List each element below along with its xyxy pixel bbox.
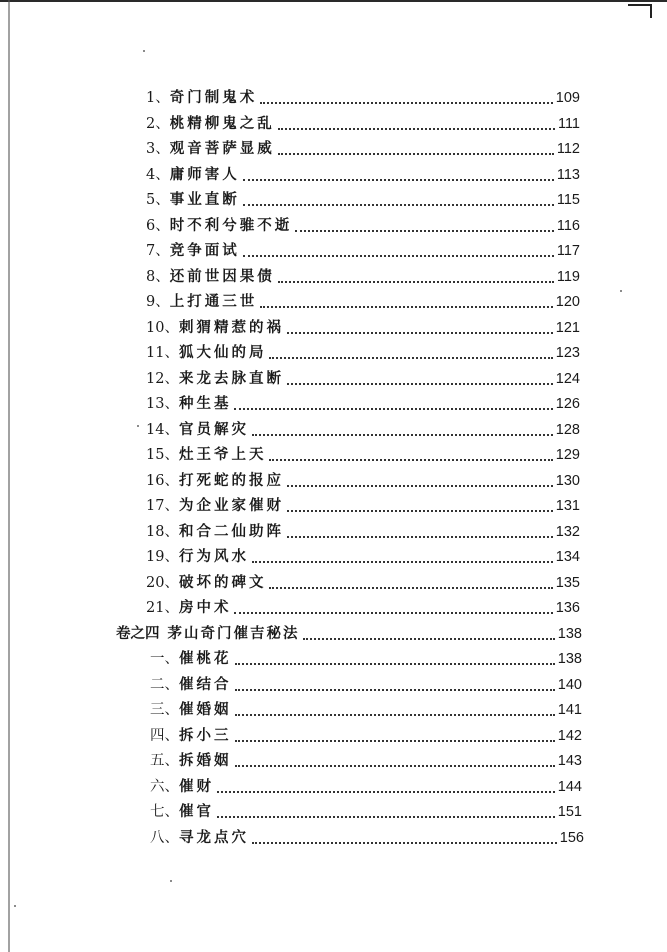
toc-entry[interactable]	[146, 163, 580, 185]
entry-number: 4、	[146, 166, 170, 183]
dot-leader	[235, 689, 555, 691]
subentry-title: 拆婚姻	[179, 752, 232, 769]
toc-subentry[interactable]	[150, 775, 582, 797]
dot-leader	[234, 612, 552, 614]
dot-leader	[234, 408, 552, 410]
entry-title: 刺猬精惹的祸	[178, 318, 284, 336]
entry-number: 2、	[146, 115, 170, 132]
subentry-title: 催结合	[179, 675, 232, 693]
entry-number: 5、	[146, 192, 170, 208]
entry-page: 117	[556, 243, 580, 259]
entry-title: 行为风水	[178, 548, 249, 565]
entry-number: 8、	[146, 268, 170, 285]
dot-leader	[260, 102, 553, 104]
subentry-page: 138	[557, 651, 582, 667]
entry-page: 126	[555, 396, 580, 412]
subentry-title: 催婚姻	[179, 701, 232, 718]
toc-entry[interactable]	[146, 418, 580, 440]
entry-title: 上打通三世	[169, 293, 258, 310]
toc-entry[interactable]	[146, 86, 580, 108]
entry-title: 房中术	[178, 599, 232, 616]
entry-title: 奇门制鬼术	[169, 89, 258, 106]
toc-entry[interactable]	[146, 290, 580, 312]
entry-title: 官员解灾	[178, 420, 249, 438]
entry-page: 132	[555, 523, 580, 540]
subentry-title: 拆小三	[179, 726, 232, 744]
subentry-number: 五、	[150, 753, 179, 769]
entry-number: 14、	[146, 421, 179, 438]
entry-title: 庸师害人	[169, 165, 240, 183]
entry-page: 134	[555, 549, 580, 565]
entry-page: 111	[557, 115, 580, 132]
dot-leader	[252, 561, 553, 563]
subentry-number: 二、	[150, 676, 179, 693]
entry-title: 灶王爷上天	[178, 446, 267, 463]
entry-page: 121	[555, 319, 580, 336]
entry-number: 18、	[146, 523, 179, 540]
entry-title: 竞争面试	[169, 242, 240, 259]
dot-leader	[235, 740, 555, 742]
toc-entry[interactable]	[146, 545, 580, 567]
entry-title: 狐大仙的局	[178, 344, 267, 361]
entry-page: 124	[555, 370, 580, 387]
entry-page: 130	[555, 472, 580, 489]
subentry-number: 六、	[150, 778, 179, 795]
toc-entry[interactable]	[146, 239, 580, 261]
dot-leader	[243, 204, 554, 206]
entry-title: 时不利兮骓不逝	[169, 216, 293, 234]
dot-leader	[269, 357, 552, 359]
toc-entry[interactable]	[146, 367, 580, 389]
entry-number: 15、	[146, 447, 179, 463]
toc-subentry[interactable]	[150, 647, 582, 669]
entry-title: 为企业家催财	[178, 497, 284, 514]
entry-title: 和合二仙助阵	[178, 522, 284, 540]
dot-leader	[235, 663, 555, 665]
dot-leader	[252, 842, 557, 844]
subentry-number: 三、	[150, 702, 179, 718]
entry-title: 来龙去脉直断	[178, 369, 284, 387]
entry-page: 135	[555, 574, 580, 591]
subentry-number: 一、	[150, 651, 179, 667]
toc-entry[interactable]	[146, 520, 580, 542]
entry-number: 6、	[146, 217, 170, 234]
entry-number: 7、	[146, 243, 170, 259]
subentry-number: 七、	[150, 804, 179, 820]
toc-subentry[interactable]	[150, 800, 582, 822]
toc-entry[interactable]	[146, 341, 580, 363]
dot-leader	[269, 459, 552, 461]
entry-number: 11、	[146, 345, 179, 361]
entry-page: 120	[555, 294, 580, 310]
toc-entry[interactable]	[146, 392, 580, 414]
entry-number: 20、	[146, 574, 179, 591]
section-title: 茅山奇门催吉秘法	[167, 624, 300, 642]
entry-number: 21、	[146, 600, 179, 616]
dot-leader	[260, 306, 553, 308]
entry-page: 119	[556, 268, 580, 285]
subentry-number: 八、	[150, 829, 179, 846]
entry-number: 3、	[146, 141, 170, 157]
entry-number: 12、	[146, 370, 179, 387]
toc-subentry[interactable]	[150, 673, 582, 695]
dot-leader	[303, 638, 555, 640]
entry-title: 观音菩萨显威	[169, 140, 275, 157]
dot-leader	[252, 434, 553, 436]
dot-leader	[278, 153, 554, 155]
entry-page: 109	[555, 90, 580, 106]
toc-entry[interactable]	[146, 494, 580, 516]
toc-entry[interactable]	[146, 596, 580, 618]
dot-leader	[287, 383, 553, 385]
subentry-page: 140	[557, 676, 582, 693]
dot-leader	[217, 791, 555, 793]
dot-leader	[278, 128, 555, 130]
subentry-page: 144	[557, 778, 582, 795]
dot-leader	[287, 332, 553, 334]
toc-entry[interactable]	[146, 214, 580, 236]
dot-leader	[295, 230, 554, 232]
subentry-page: 142	[557, 727, 582, 744]
dot-leader	[243, 179, 554, 181]
toc-subentry[interactable]	[150, 826, 584, 848]
toc-subentry[interactable]	[150, 698, 582, 720]
toc-entry[interactable]	[146, 443, 580, 465]
toc-subentry[interactable]	[150, 724, 582, 746]
toc-entry[interactable]	[146, 188, 580, 210]
entry-title: 打死蛇的报应	[178, 471, 284, 489]
entry-number: 16、	[146, 472, 179, 489]
entry-title: 种生基	[178, 395, 232, 412]
entry-title: 破坏的碑文	[178, 573, 267, 591]
entry-number: 17、	[146, 498, 179, 514]
toc-entry[interactable]	[146, 469, 580, 491]
dot-leader	[287, 536, 553, 538]
entry-title: 桃精柳鬼之乱	[169, 114, 275, 132]
subentry-title: 催官	[179, 803, 214, 820]
entry-page: 136	[555, 600, 580, 616]
dot-leader	[235, 714, 555, 716]
toc-entry[interactable]	[146, 571, 580, 593]
toc-entry[interactable]	[146, 265, 580, 287]
entry-title: 事业直断	[169, 191, 240, 208]
subentry-title: 催财	[179, 777, 214, 795]
entry-page: 129	[555, 447, 580, 463]
subentry-page: 156	[559, 829, 584, 846]
entry-number: 19、	[146, 549, 179, 565]
toc-entry[interactable]	[146, 316, 580, 338]
dot-leader	[287, 510, 553, 512]
toc-entry[interactable]	[146, 112, 580, 134]
subentry-page: 141	[557, 702, 582, 718]
dot-leader	[287, 485, 553, 487]
entry-page: 116	[556, 217, 580, 234]
entry-page: 131	[555, 498, 580, 514]
subentry-title: 催桃花	[179, 650, 232, 667]
dot-leader	[235, 765, 555, 767]
entry-number: 9、	[146, 294, 170, 310]
entry-number: 13、	[146, 396, 179, 412]
subentry-number: 四、	[150, 727, 179, 744]
entry-page: 112	[556, 141, 580, 157]
entry-page: 113	[556, 166, 580, 183]
subentry-page: 143	[557, 753, 582, 769]
entry-title: 还前世因果债	[169, 267, 275, 285]
entry-number: 10、	[146, 319, 179, 336]
toc-section-heading[interactable]	[116, 622, 582, 644]
toc-entry[interactable]	[146, 137, 580, 159]
entry-page: 123	[555, 345, 580, 361]
section-number: 卷之四	[116, 624, 160, 642]
entry-page: 115	[556, 192, 580, 208]
entry-page: 128	[555, 421, 580, 438]
dot-leader	[243, 255, 554, 257]
subentry-page: 151	[557, 804, 582, 820]
entry-number: 1、	[146, 90, 170, 106]
subentry-title: 寻龙点穴	[179, 828, 249, 846]
dot-leader	[278, 281, 554, 283]
dot-leader	[217, 816, 555, 818]
section-page: 138	[557, 625, 582, 642]
toc-subentry[interactable]	[150, 749, 582, 771]
dot-leader	[269, 587, 552, 589]
